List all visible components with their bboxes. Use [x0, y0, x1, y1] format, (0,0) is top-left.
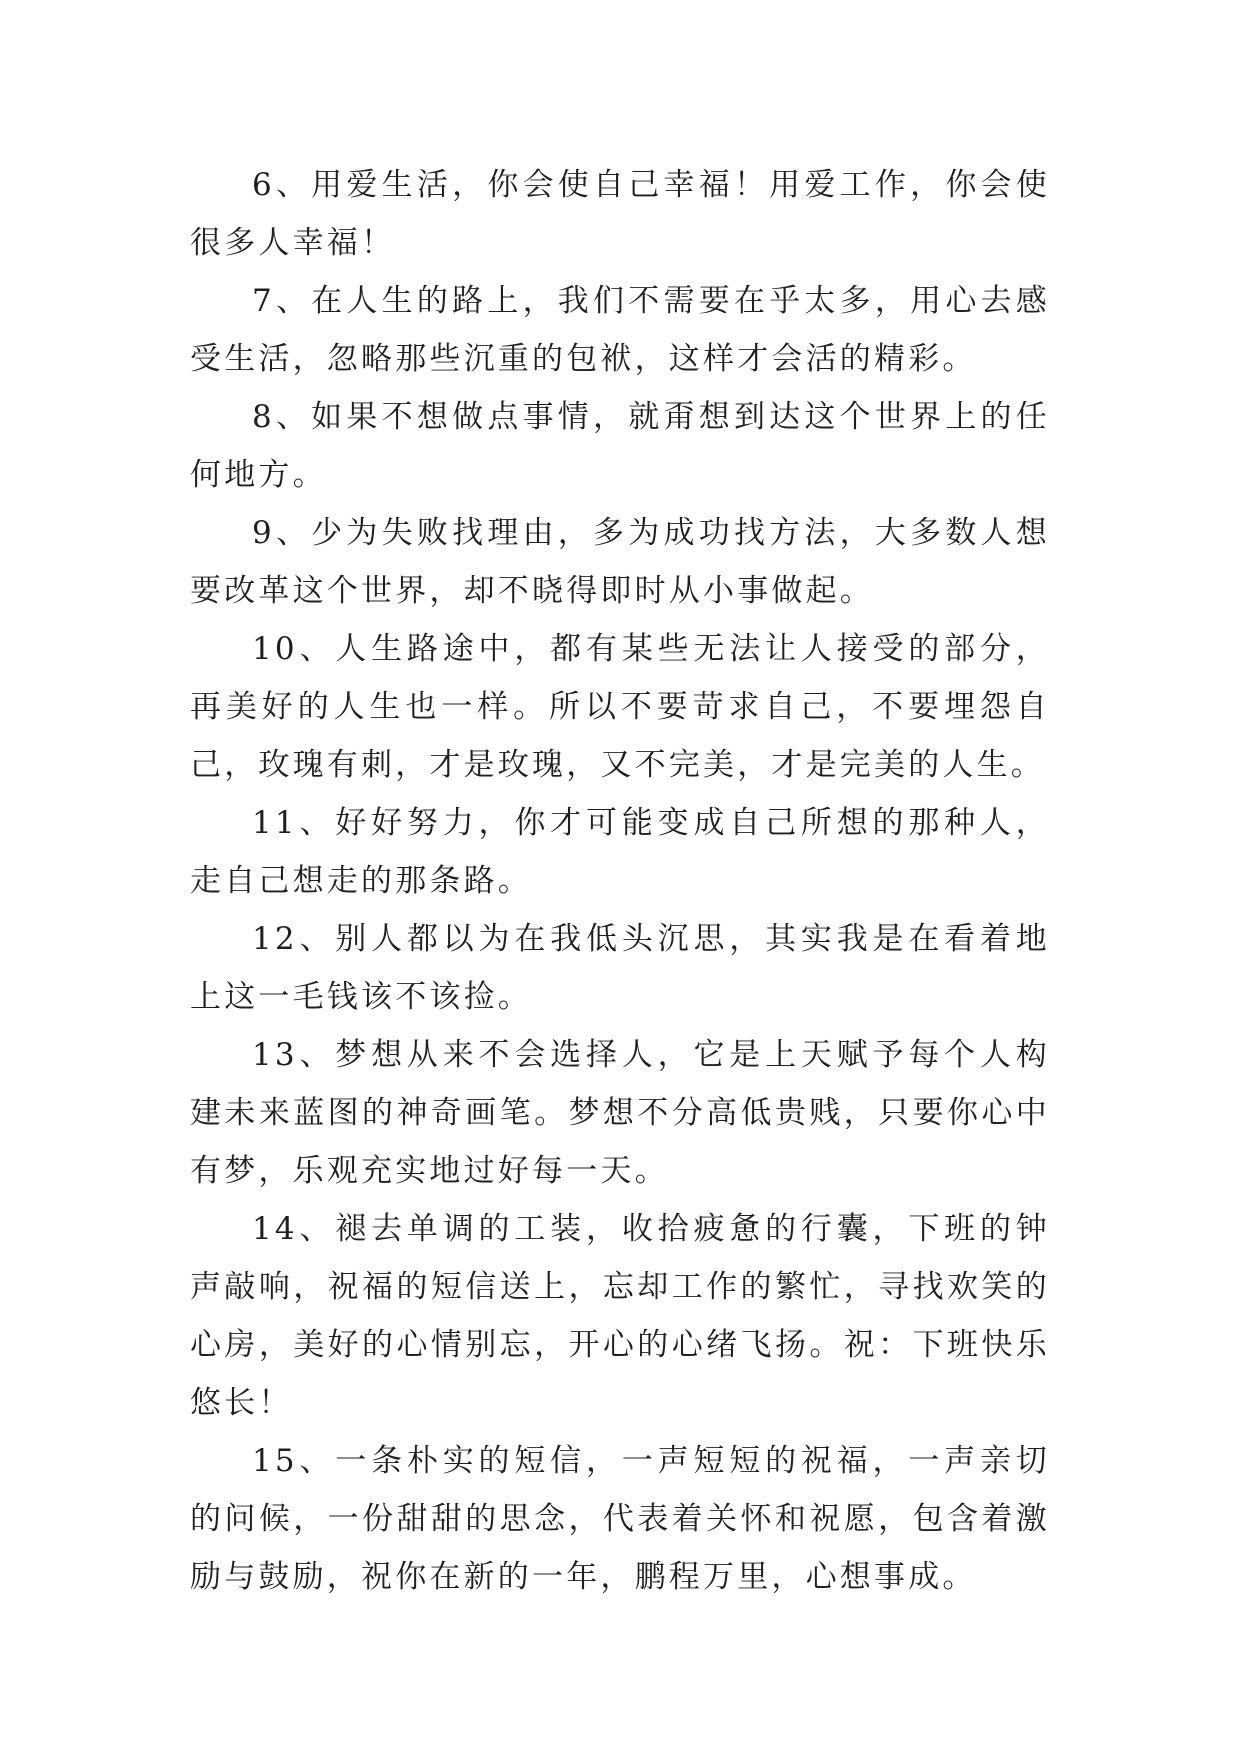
paragraph-7: 7、在人生的路上，我们不需要在乎太多，用心去感受生活，忽略那些沉重的包袱，这样才会活的精彩。 — [190, 283, 1050, 377]
paragraph-12: 12、别人都以为在我低头沉思，其实我是在看着地上这一毛钱该不该捡。 — [190, 921, 1050, 1015]
paragraph-6: 6、用爱生活，你会使自己幸福！用爱工作，你会使很多人幸福！ — [190, 167, 1050, 261]
paragraph-10: 10、人生路途中，都有某些无法让人接受的部分，再美好的人生也一样。所以不要苛求自己，不要埋怨自己，玫瑰有刺，才是玫瑰，又不完美，才是完美的人生。 — [190, 631, 1050, 783]
paragraph-15: 15、一条朴实的短信，一声短短的祝福，一声亲切的问候，一份甜甜的思念，代表着关怀和祝愿，包含着激励与鼓励，祝你在新的一年，鹏程万里，心想事成。 — [190, 1443, 1050, 1595]
paragraph-14: 14、褪去单调的工装，收拾疲惫的行囊，下班的钟声敲响，祝福的短信送上，忘却工作的繁忙，寻找欢笑的心房，美好的心情别忘，开心的心绪飞扬。祝：下班快乐悠长！ — [190, 1211, 1050, 1421]
paragraph-11: 11、好好努力，你才可能变成自己所想的那种人，走自己想走的那条路。 — [190, 805, 1050, 899]
paragraph-8: 8、如果不想做点事情，就甭想到达这个世界上的任何地方。 — [190, 399, 1050, 493]
document-body — [190, 156, 1050, 1606]
paragraph-13: 13、梦想从来不会选择人，它是上天赋予每个人构建未来蓝图的神奇画笔。梦想不分高低贵贱，只要你心中有梦，乐观充实地过好每一天。 — [190, 1037, 1050, 1189]
paragraph-9: 9、少为失败找理由，多为成功找方法，大多数人想要改革这个世界，却不晓得即时从小事做起。 — [190, 515, 1050, 609]
